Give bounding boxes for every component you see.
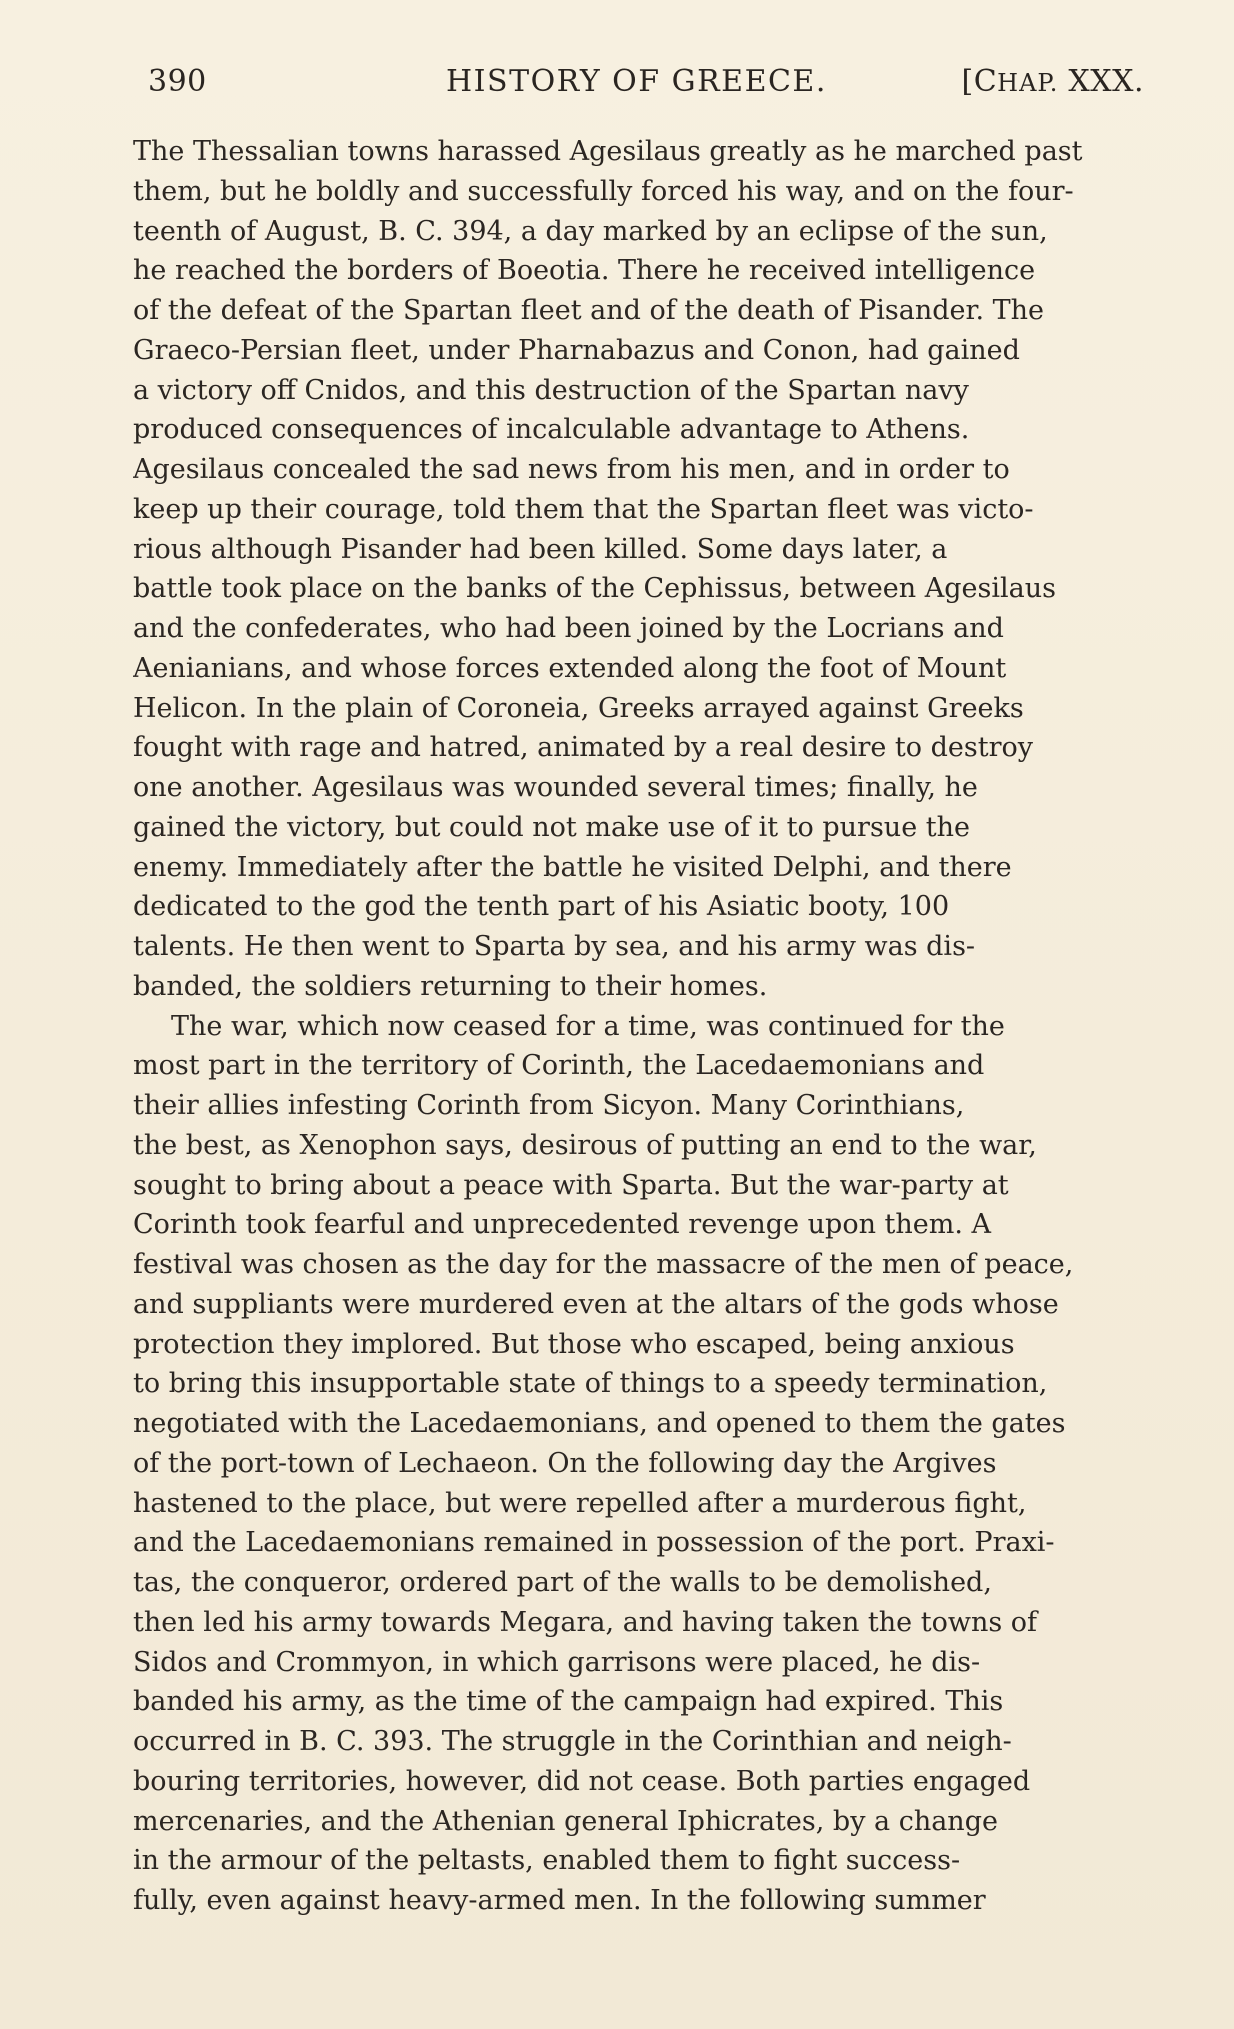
text-line: tas, the conqueror, ordered part of the walls to be demolished, <box>133 1567 992 1598</box>
text-line: negotiated with the Lacedaemonians, and opened to them the gates <box>133 1408 1066 1439</box>
text-line: and the confederates, who had been joined by the Locrians and <box>133 613 1004 644</box>
page-number: 390 <box>148 64 207 99</box>
text-line: hastened to the place, but were repelled after a murderous fight, <box>133 1487 1027 1519</box>
text-line: gained the victory, but could not make use of it to pursue the <box>133 811 970 843</box>
text-line: fully, even against heavy-armed men. In the following summer <box>133 1885 986 1916</box>
body-text <box>133 132 1144 1921</box>
text-line: of the port-town of Lechaeon. On the following day the Argives <box>133 1447 997 1479</box>
text-line: banded, the soldiers returning to their homes. <box>133 970 768 1002</box>
text-line: Corinth took fearful and unprecedented revenge upon them. A <box>133 1209 992 1241</box>
text-line: produced consequences of incalculable advantage to Athens. <box>133 414 970 446</box>
text-line: battle took place on the banks of the Cephissus, between Agesilaus <box>133 573 1056 605</box>
text-line: protection they implored. But those who escaped, being anxious <box>133 1328 1015 1360</box>
text-line: a victory off Cnidos, and this destruction of the Spartan navy <box>133 374 969 406</box>
running-header <box>148 64 1144 104</box>
text-line: he reached the borders of Boeotia. There he received intelligence <box>133 255 1036 287</box>
text-line: enemy. Immediately after the battle he visited Delphi, and there <box>133 851 1012 883</box>
chapter-open: [C <box>961 64 998 99</box>
chapter-number: XXX. <box>1058 64 1144 99</box>
text-line: teenth of August, B. C. 394, a day marked by an eclipse of the sun, <box>133 215 1048 247</box>
text-line: then led his army towards Megara, and having taken the towns of <box>133 1606 1038 1638</box>
text-line: of the defeat of the Spartan fleet and of the death of Pisander. The <box>133 295 1045 326</box>
chapter-abbrev: HAP. <box>997 69 1059 97</box>
running-title: HISTORY OF GREECE. <box>446 64 827 99</box>
paragraph-start-line: The war, which now ceased for a time, was continued for the <box>171 1010 1005 1042</box>
text-line: in the armour of the peltasts, enabled them to fight success- <box>133 1845 961 1877</box>
text-line: festival was chosen as the day for the massacre of the men of peace, <box>133 1249 1074 1280</box>
text-line: banded his army, as the time of the campaign had expired. This <box>133 1686 1004 1718</box>
text-line: Agesilaus concealed the sad news from his men, and in order to <box>133 454 1010 485</box>
text-line: their allies infesting Corinth from Sicyon. Many Corinthians, <box>133 1090 965 1121</box>
text-line: fought with rage and hatred, animated by a real desire to destroy <box>133 732 1033 764</box>
text-line: rious although Pisander had been killed. Some days later, a <box>133 533 948 565</box>
text-line: dedicated to the god the tenth part of his Asiatic booty, 100 <box>133 891 950 923</box>
text-line: them, but he boldly and successfully forced his way, and on the four- <box>133 175 1074 207</box>
text-line: bouring territories, however, did not cease. Both parties engaged <box>133 1765 1031 1797</box>
text-line: occurred in B. C. 393. The struggle in the Corinthian and neigh- <box>133 1726 1012 1757</box>
text-line: and the Lacedaemonians remained in possession of the port. Praxi- <box>133 1527 1055 1559</box>
text-line: mercenaries, and the Athenian general Iphicrates, by a change <box>133 1805 998 1837</box>
text-line: sought to bring about a peace with Sparta. But the war-party at <box>133 1169 1009 1201</box>
text-line: Sidos and Crommyon, in which garrisons were placed, he dis- <box>133 1646 981 1678</box>
chapter-reference <box>961 64 1144 99</box>
text-line: Aenianians, and whose forces extended along the foot of Mount <box>133 652 1007 684</box>
text-line: and suppliants were murdered even at the altars of the gods whose <box>133 1288 1059 1320</box>
text-line: most part in the territory of Corinth, the Lacedaemonians and <box>133 1050 985 1082</box>
text-line: one another. Agesilaus was wounded several times; finally, he <box>133 772 978 803</box>
text-line: Graeco-Persian fleet, under Pharnabazus and Conon, had gained <box>133 334 1020 366</box>
text-line: talents. He then went to Sparta by sea, and his army was dis- <box>133 931 976 962</box>
text-line: the best, as Xenophon says, desirous of putting an end to the war, <box>133 1129 1037 1161</box>
text-line: Helicon. In the plain of Coroneia, Greeks arrayed against Greeks <box>133 692 1024 724</box>
text-line: The Thessalian towns harassed Agesilaus greatly as he marched past <box>133 136 1083 167</box>
text-line: to bring this insupportable state of things to a speedy termination, <box>133 1368 1048 1400</box>
text-line: keep up their courage, told them that the Spartan fleet was victo- <box>133 493 1034 525</box>
